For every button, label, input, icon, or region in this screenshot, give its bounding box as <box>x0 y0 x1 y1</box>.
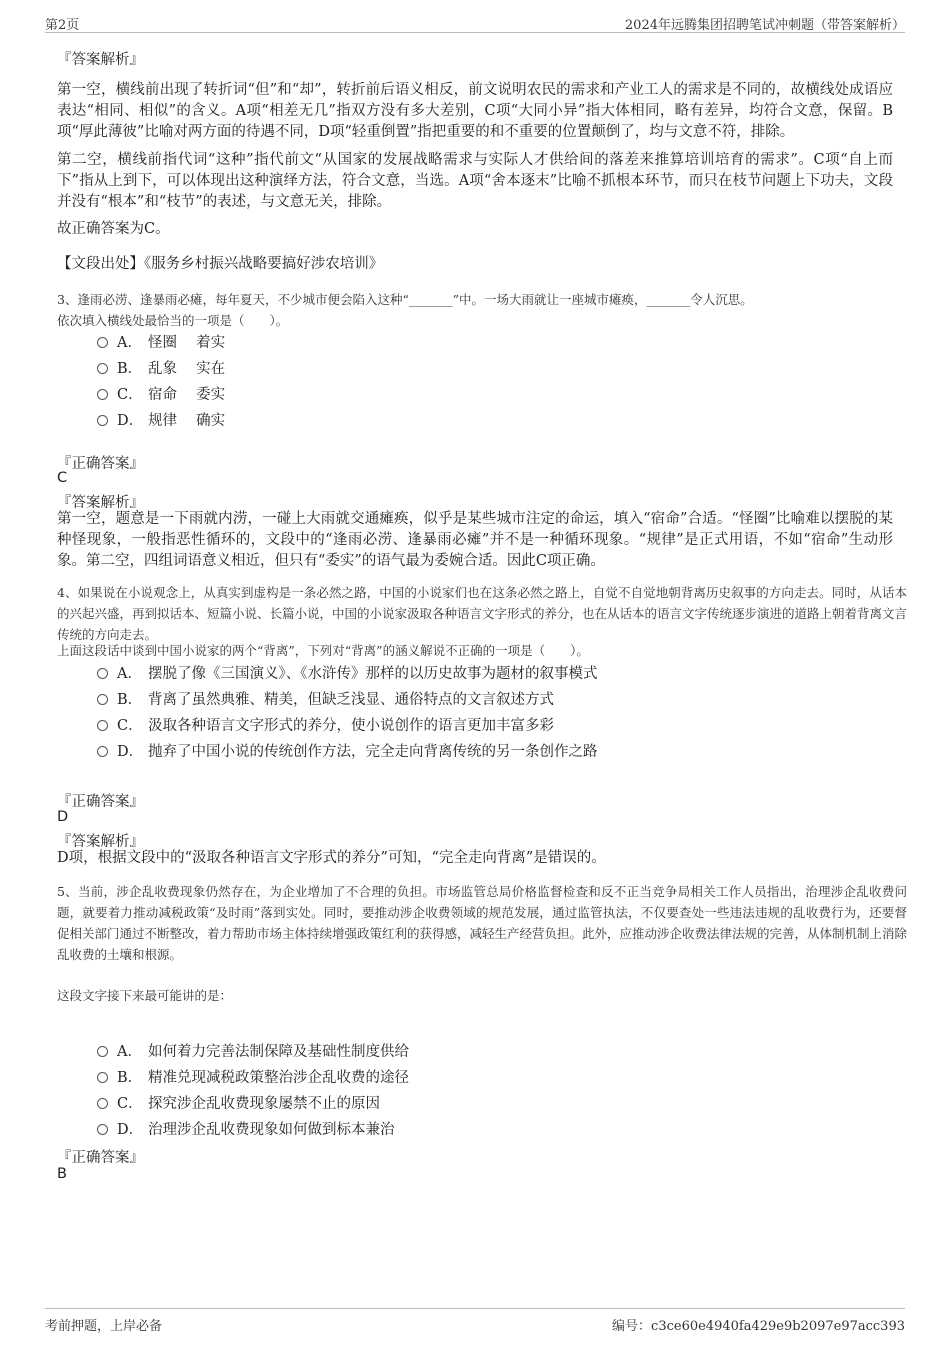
q3-option-a[interactable]: A． 怪圈 着实 <box>97 331 225 353</box>
q2-analysis-para2: 第二空，横线前指代词“这种”指代前文“从国家的发展战略需求与实际人才供给间的落差来推算培训培育的需求”。C项“自上而下”指从上到下，可以体现出这种演绎方法，符合文意，当选。A项“舍本逐末”比喻不抓根本环节，而只在枝节问题上下功夫，文段并没有“根本”和“枝节”的表述，与文意无关，排除。 <box>57 152 893 210</box>
q5-prompt: 这段文字接下来最可能讲的是： <box>57 988 233 1003</box>
page-header <box>45 10 905 33</box>
document-title: 2024年远腾集团招聘笔试冲刺题（带答案解析） <box>624 18 905 33</box>
radio-icon[interactable] <box>97 1072 108 1083</box>
radio-icon[interactable] <box>97 1098 108 1109</box>
q5-option-a[interactable]: A． 如何着力完善法制保障及基础性制度供给 <box>97 1040 409 1062</box>
q3-stem: 3、逢雨必涝、逢暴雨必瘫，每年夏天，不少城市便会陷入这种“_______”中。一场大雨就让一座城市瘫痪，_______令人沉思。 <box>57 292 753 307</box>
q3-option-d[interactable]: D． 规律 确实 <box>97 409 225 431</box>
radio-icon[interactable] <box>97 415 108 426</box>
radio-icon[interactable] <box>97 363 108 374</box>
q5-correct-label: 『正确答案』 <box>57 1150 144 1166</box>
q4-option-a[interactable]: A． 摆脱了像《三国演义》、《水浒传》那样的以历史故事为题材的叙事模式 <box>97 662 598 684</box>
q5-stem: 5、当前，涉企乱收费现象仍然存在，为企业增加了不合理的负担。市场监管总局价格监督检查和反不正当竞争局相关工作人员指出，治理涉企乱收费问题，就要着力推动减税政策“及时雨”落到实处。同时，要推动涉企收费领域的规范发展，通过监管执法，不仅要查处一些违法违规的乱收费行为，还要督促相关部门通过不断整改，着力帮助市场主体持续增强政策红利的获得感，减轻生产经营负担。此外，应推动涉企收费法律法规的完善，从体制机制上消除乱收费的土壤和根源。 <box>57 884 908 962</box>
q5-correct-answer: B <box>57 1166 67 1182</box>
radio-icon[interactable] <box>97 746 108 757</box>
q3-correct-answer: C <box>57 470 68 486</box>
q3-option-b[interactable]: B． 乱象 实在 <box>97 357 225 379</box>
radio-icon[interactable] <box>97 1124 108 1135</box>
radio-icon[interactable] <box>97 1046 108 1057</box>
page-footer <box>45 1308 905 1337</box>
q2-source: 【文段出处】《服务乡村振兴战略要搞好涉农培训》 <box>57 256 384 272</box>
q3-option-c[interactable]: C． 宿命 委实 <box>97 383 225 405</box>
q2-conclusion: 故正确答案为C。 <box>57 221 170 237</box>
page-number: 第2页 <box>45 18 80 33</box>
radio-icon[interactable] <box>97 389 108 400</box>
q3-analysis-label: 『答案解析』 <box>57 495 144 511</box>
q3-prompt: 依次填入横线处最恰当的一项是（ ）。 <box>57 313 289 328</box>
footer-serial: 编号：c3ce60e4940fa429e9b2097e97acc393 <box>612 1319 905 1334</box>
q5-option-c[interactable]: C． 探究涉企乱收费现象屡禁不止的原因 <box>97 1092 380 1114</box>
q4-correct-answer: D <box>57 809 69 825</box>
q5-option-b[interactable]: B． 精准兑现减税政策整治涉企乱收费的途径 <box>97 1066 409 1088</box>
q5-option-d[interactable]: D． 治理涉企乱收费现象如何做到标本兼治 <box>97 1118 395 1140</box>
q4-option-b[interactable]: B． 背离了虽然典雅、精美，但缺乏浅显、通俗特点的文言叙述方式 <box>97 688 554 710</box>
q3-analysis: 第一空，题意是一下雨就内涝，一碰上大雨就交通瘫痪，似乎是某些城市注定的命运，填入“宿命”合适。“怪圈”比喻难以摆脱的某种怪现象，一般指恶性循环的，文段中的“逢雨必涝、逢暴雨必瘫”并不是一种循环现象。“规律”是正式用语，不如“宿命”生动形象。第二空，四组词语意义相近，但只有“委实”的语气最为委婉合适。因此C项正确。 <box>57 511 893 569</box>
q3-correct-label: 『正确答案』 <box>57 456 144 472</box>
radio-icon[interactable] <box>97 668 108 679</box>
q2-analysis-para1: 第一空，横线前出现了转折词“但”和“却”，转折前后语义相反，前文说明农民的需求和产业工人的需求是不同的，故横线处成语应表达“相同、相似”的含义。A项“相差无几”指双方没有多大差别，C项“大同小异”指大体相同，略有差异，均符合文意，保留。B项“厚此薄彼”比喻对两方面的待遇不同，D项“轻重倒置”指把重要的和不重要的位置颠倒了，均与文意不符，排除。 <box>57 82 893 140</box>
q4-option-c[interactable]: C． 汲取各种语言文字形式的养分，使小说创作的语言更加丰富多彩 <box>97 714 554 736</box>
radio-icon[interactable] <box>97 720 108 731</box>
q4-correct-label: 『正确答案』 <box>57 794 144 810</box>
radio-icon[interactable] <box>97 694 108 705</box>
footer-slogan: 考前押题，上岸必备 <box>45 1319 163 1334</box>
radio-icon[interactable] <box>97 337 108 348</box>
q2-analysis-label: 『答案解析』 <box>57 52 144 68</box>
q4-analysis: D项，根据文段中的“汲取各种语言文字形式的养分”可知，“完全走向背离”是错误的。 <box>57 850 606 866</box>
q4-prompt: 上面这段话中谈到中国小说家的两个“背离”，下列对“背离”的涵义解说不正确的一项是（ ）。 <box>57 643 589 658</box>
q4-stem: 4、如果说在小说观念上，从真实到虚构是一条必然之路，中国的小说家们也在这条必然之路上，自觉不自觉地朝背离历史叙事的方向走去。同时，从话本的兴起兴盛，再到拟话本、短篇小说、长篇小说，中国的小说家汲取各种语言文字形式的养分，也在从话本的语言文字传统逐步演进的道路上朝着背离文言传统的方向走去。 <box>57 585 908 642</box>
q4-analysis-label: 『答案解析』 <box>57 834 144 850</box>
q4-option-d[interactable]: D． 抛弃了中国小说的传统创作方法，完全走向背离传统的另一条创作之路 <box>97 740 598 762</box>
